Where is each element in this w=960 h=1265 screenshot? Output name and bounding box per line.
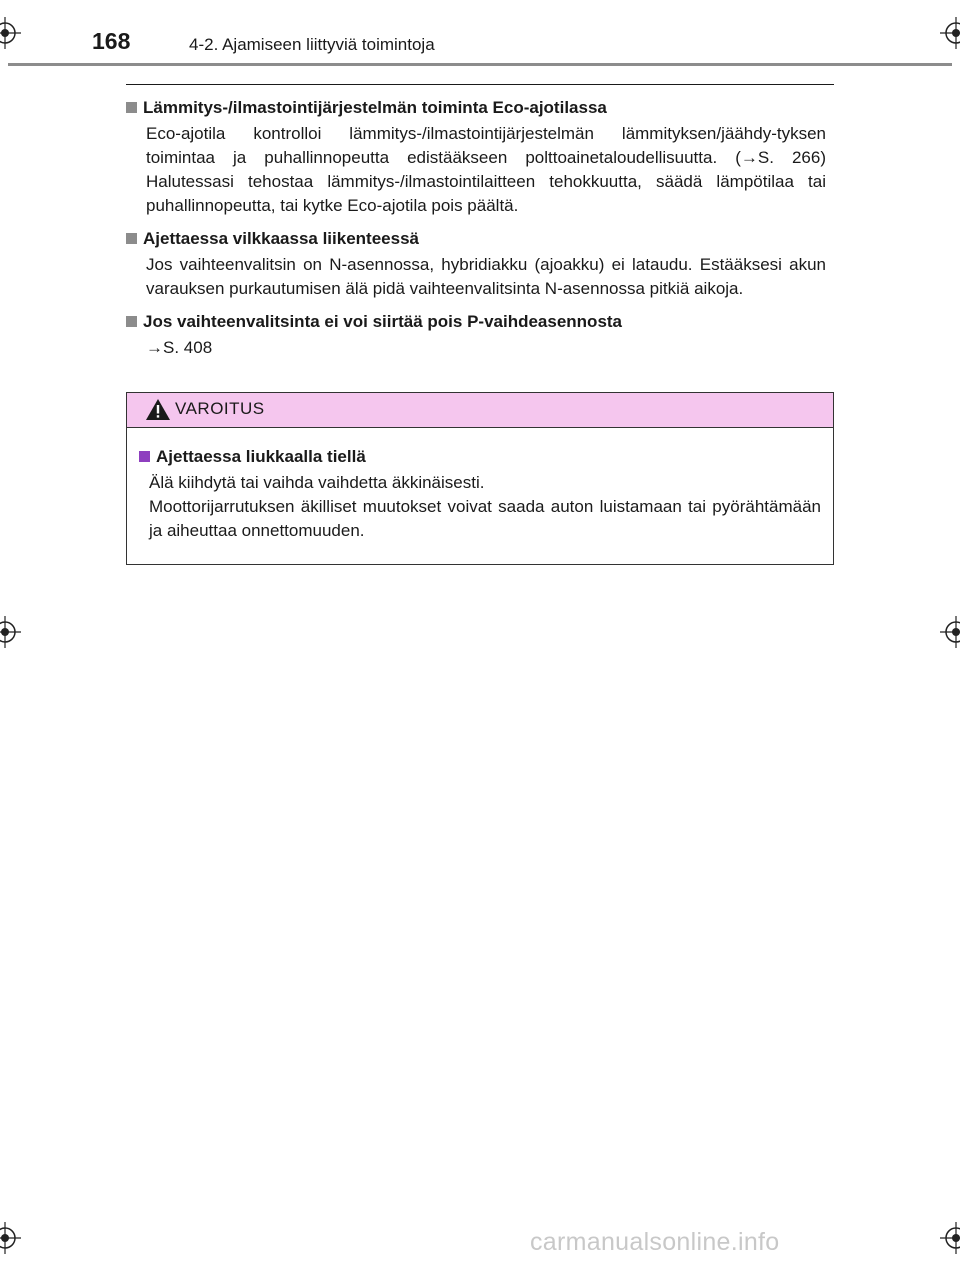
page-content (126, 96, 826, 369)
section-heading-text: Lämmitys-/ilmastointijärjestelmän toiminta Eco-ajotilassa (143, 98, 607, 117)
section-heading (126, 310, 826, 334)
section-body: Eco-ajotila kontrolloi lämmitys-/ilmastointijärjestelmän lämmityksen/jäähdy-tyksen toimintaa ja puhallinnopeutta edistääkseen polttoainetaloudellisuutta. (→S. 266) Halutessasi tehostaa lämmitys-/ilmastointilaitteen tehokkuutta, säädä lämpötilaa tai puhallinnopeutta, tai kytke Eco-ajotila pois päältä. (146, 124, 826, 215)
registration-mark-icon (0, 1222, 21, 1254)
warning-heading-text: Ajettaessa liukkaalla tiellä (156, 447, 366, 466)
registration-mark-icon (940, 17, 960, 49)
section-body: Jos vaihteenvalitsin on N-asennossa, hybridiakku (ajoakku) ei lataudu. Estääksesi akun varauksen purkautumisen älä pidä vaihteenvalitsinta N-asennossa pitkiä aikoja. (146, 255, 826, 298)
page-number: 168 (92, 28, 131, 54)
content-divider (126, 84, 834, 85)
warning-triangle-icon (145, 398, 171, 426)
warning-line: Moottorijarrutuksen äkilliset muutokset voivat saada auton luistamaan tai pyörähtämään ja aiheuttaa onnettomuuden. (149, 497, 821, 540)
registration-mark-icon (0, 616, 21, 648)
section-heading (126, 96, 826, 120)
registration-mark-icon (0, 17, 21, 49)
header-divider (8, 63, 952, 66)
section-body: →S. 408 (146, 338, 213, 357)
section-heading-text: Jos vaihteenvalitsinta ei voi siirtää pois P-vaihdeasennosta (143, 312, 623, 331)
running-header: 4-2. Ajamiseen liittyviä toimintoja (189, 35, 435, 54)
registration-mark-icon (940, 1222, 960, 1254)
warning-header (127, 393, 833, 428)
section-eco-climate (126, 96, 826, 218)
section-shift-lever-stuck (126, 310, 826, 360)
square-bullet-icon (139, 451, 150, 462)
warning-text (149, 471, 821, 543)
square-bullet-icon (126, 102, 137, 113)
warning-title: VAROITUS (175, 399, 265, 418)
section-busy-traffic (126, 227, 826, 301)
watermark: carmanualsonline.info (530, 1228, 780, 1256)
warning-heading (139, 445, 821, 469)
square-bullet-icon (126, 233, 137, 244)
section-heading-text: Ajettaessa vilkkaassa liikenteessä (143, 229, 419, 248)
square-bullet-icon (126, 316, 137, 327)
section-heading (126, 227, 826, 251)
warning-box (126, 392, 834, 565)
warning-body (127, 428, 833, 543)
registration-mark-icon (940, 616, 960, 648)
warning-line: Älä kiihdytä tai vaihda vaihdetta äkkinäisesti. (149, 473, 485, 492)
